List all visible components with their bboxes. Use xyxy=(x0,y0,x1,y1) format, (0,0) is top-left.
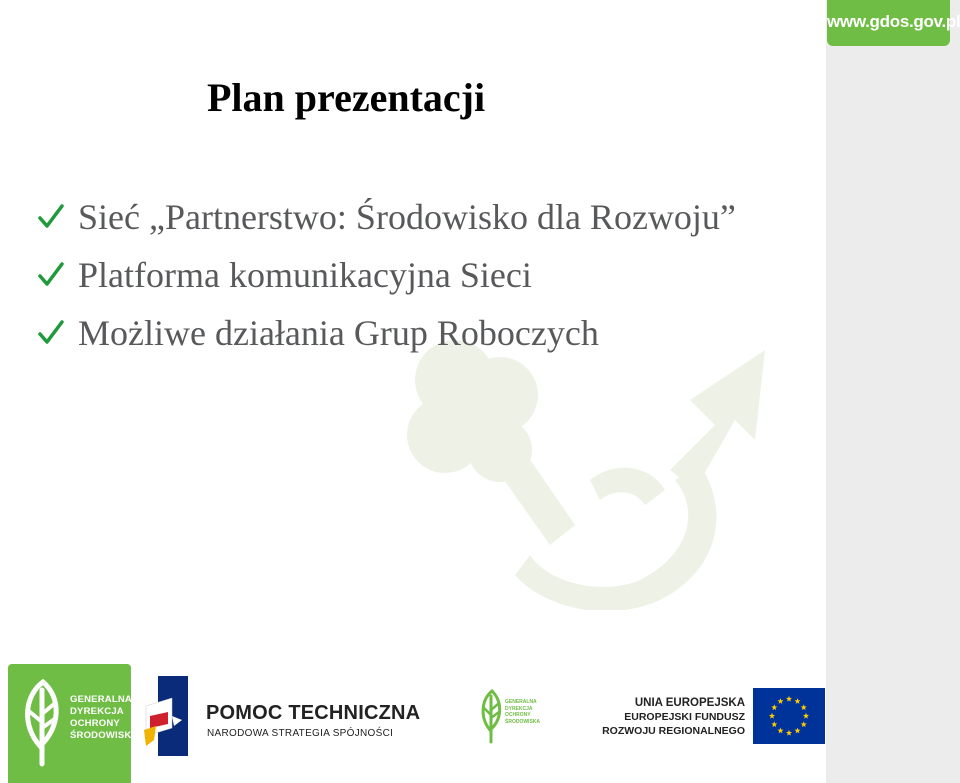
eu-fund-line1: EUROPEJSKI FUNDUSZ xyxy=(624,711,745,723)
agenda-item xyxy=(38,304,736,362)
gdos-url-tab[interactable]: www.gdos.gov.pl xyxy=(827,0,950,46)
agenda-item xyxy=(38,246,736,304)
checkmark-icon xyxy=(38,319,64,347)
checkmark-icon xyxy=(38,261,64,289)
pomoc-techniczna-title: POMOC TECHNICZNA xyxy=(206,702,421,724)
pomoc-techniczna-subtitle: NARODOWA STRATEGIA SPÓJNOŚCI xyxy=(207,728,394,739)
agenda-item-text: Możliwe działania Grup Roboczych xyxy=(78,313,599,353)
eu-fund-text xyxy=(602,696,745,738)
agenda-item xyxy=(38,188,736,246)
checkmark-icon xyxy=(38,203,64,231)
pomoc-techniczna-flag-logo xyxy=(142,676,190,758)
leaf-logo-icon xyxy=(18,678,68,768)
slide-title: Plan prezentacji xyxy=(207,75,486,120)
gdos-logo xyxy=(8,664,139,783)
right-side-band xyxy=(826,0,960,783)
eu-flag-icon xyxy=(753,688,825,744)
agenda-item-text: Platforma komunikacyjna Sieci xyxy=(78,255,532,295)
agenda-item-text: Sieć „Partnerstwo: Środowisko dla Rozwoju” xyxy=(78,197,736,237)
agenda-list xyxy=(38,188,736,362)
eu-fund-line2: ROZWOJU REGIONALNEGO xyxy=(602,725,745,737)
small-gdos-text: GENERALNA DYREKCJA OCHRONY ŚRODOWISKA xyxy=(505,699,540,725)
tree-arrow-watermark xyxy=(400,340,780,610)
eu-name: UNIA EUROPEJSKA xyxy=(634,697,745,709)
gdos-logo-text: GENERALNA DYREKCJA OCHRONY ŚRODOWISKA xyxy=(70,694,139,741)
